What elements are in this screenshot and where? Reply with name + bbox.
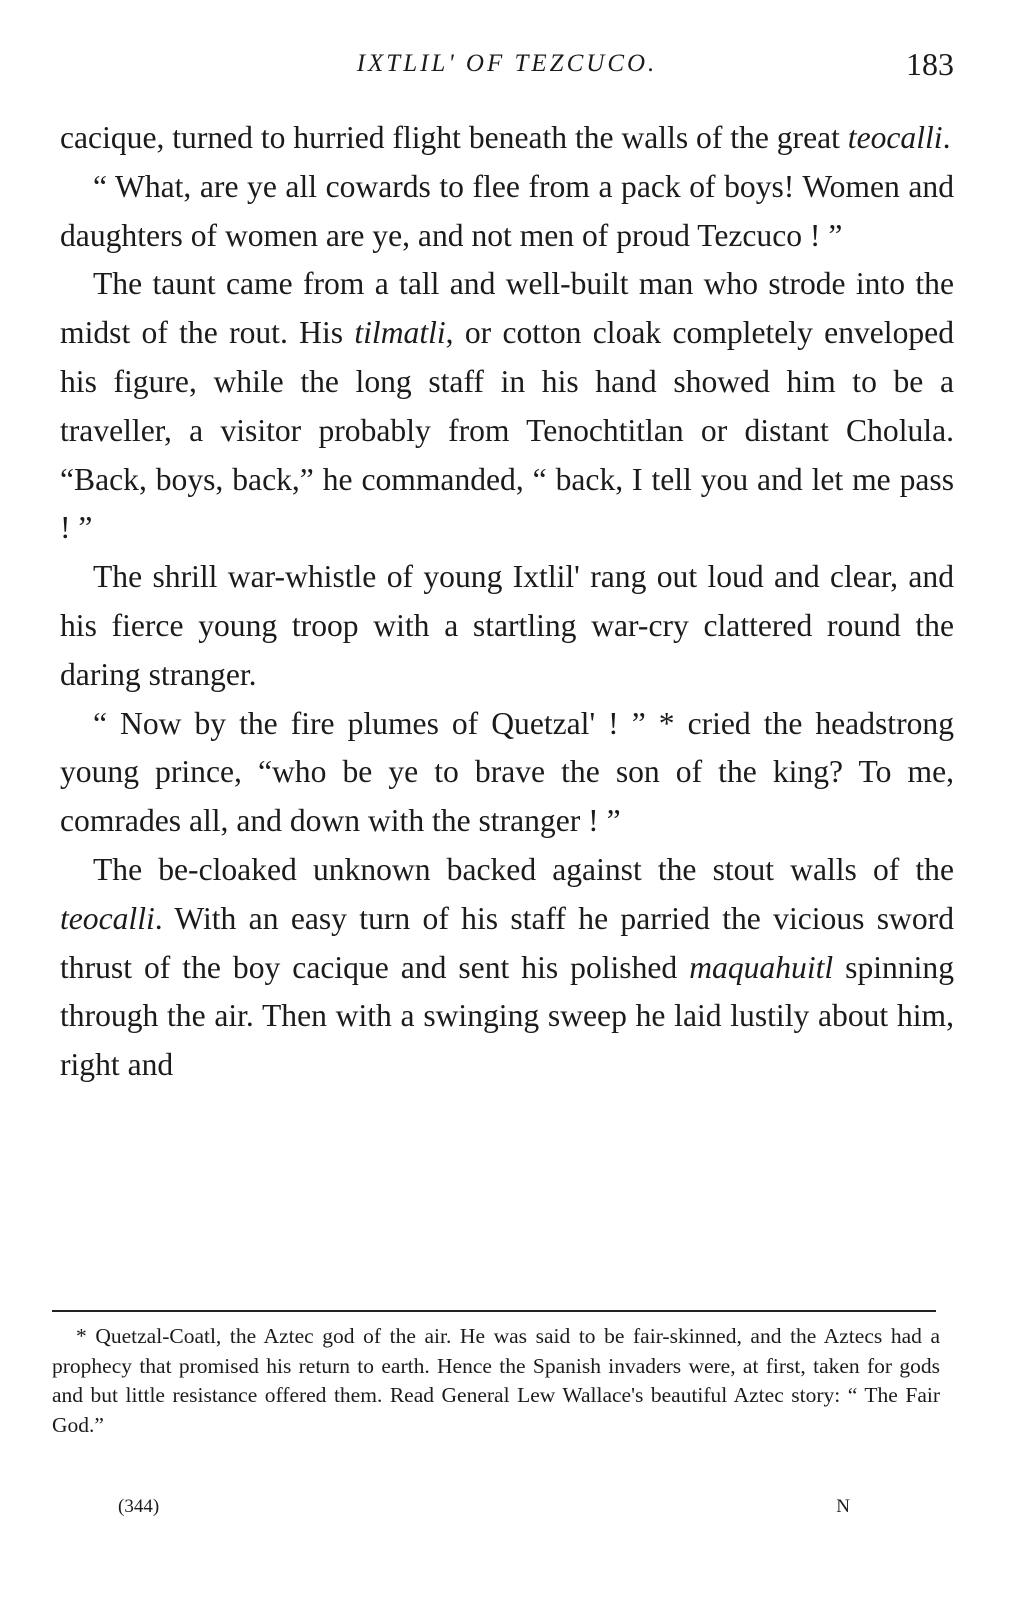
paragraph-6 bbox=[60, 846, 954, 1090]
signature-mark: N bbox=[836, 1496, 850, 1517]
paragraph-6-text-c: spinning through the air. Then with a swinging sweep he laid lustily about him, right and bbox=[60, 949, 954, 1083]
paragraph-6-text-a: The be-cloaked unknown backed against the stout walls of the bbox=[93, 851, 954, 887]
page-number: 183 bbox=[906, 46, 954, 82]
paragraph-3-text-b: , or cotton cloak completely enveloped his figure, while the long staff in his hand showed him to be a traveller, a visitor probably from Tenochtitlan or distant Cholula. “Back, boys, back,” he commanded, “ back, I tell you and let me pass ! ” bbox=[60, 315, 955, 546]
paragraph-6-italic-term-1: teocalli bbox=[60, 900, 155, 936]
signature-line bbox=[52, 1496, 940, 1526]
paragraph-1-italic-term: teocalli bbox=[847, 120, 943, 155]
page-header bbox=[60, 46, 954, 90]
footnote-text: * Quetzal-Coatl, the Aztec god of the air. He was said to be fair-skinned, and the Aztecs had a prophecy that promised his return to earth. Hence the Spanish invaders were, at first, taken for gods and but little resistance offered them. Read General Lew Wallace's beautiful Aztec story: “ The Fair God.” bbox=[52, 1324, 940, 1437]
footnote-divider bbox=[52, 1310, 936, 1312]
paragraph-3 bbox=[60, 260, 954, 553]
paragraph-4: The shrill war-whistle of young Ixtlil' rang out loud and clear, and his fierce young troop with a startling war-cry clattered round the daring stranger. bbox=[60, 559, 954, 692]
paragraph-1-text-b: . bbox=[942, 120, 951, 155]
signature-number: (344) bbox=[118, 1496, 160, 1517]
footnote bbox=[52, 1322, 940, 1440]
body-text bbox=[60, 114, 954, 1090]
paragraph-6-text-b: . With an easy turn of his staff he parried the vicious sword thrust of the boy cacique and sent his polished bbox=[60, 900, 954, 985]
paragraph-3-italic-term: tilmatli bbox=[354, 315, 446, 351]
running-title: IXTLIL' OF TEZCUCO. bbox=[356, 50, 658, 77]
paragraph-3-text-a: The taunt came from a tall and well-built man who strode into the midst of the rout. His bbox=[60, 266, 954, 351]
paragraph-2: “ What, are ye all cowards to flee from a pack of boys! Women and daughters of women are ye, and not men of proud Tezcuco ! ” bbox=[60, 168, 954, 253]
paragraph-6-italic-term-2: maquahuitl bbox=[689, 949, 834, 985]
paragraph-1 bbox=[60, 114, 954, 163]
paragraph-5: “ Now by the fire plumes of Quetzal' ! ” * cried the headstrong young prince, “who be ye to brave the son of the king? To me, comrades all, and down with the stranger ! ” bbox=[60, 705, 954, 839]
paragraph-1-text-a: cacique, turned to hurried flight beneath the walls of the great bbox=[60, 120, 848, 155]
